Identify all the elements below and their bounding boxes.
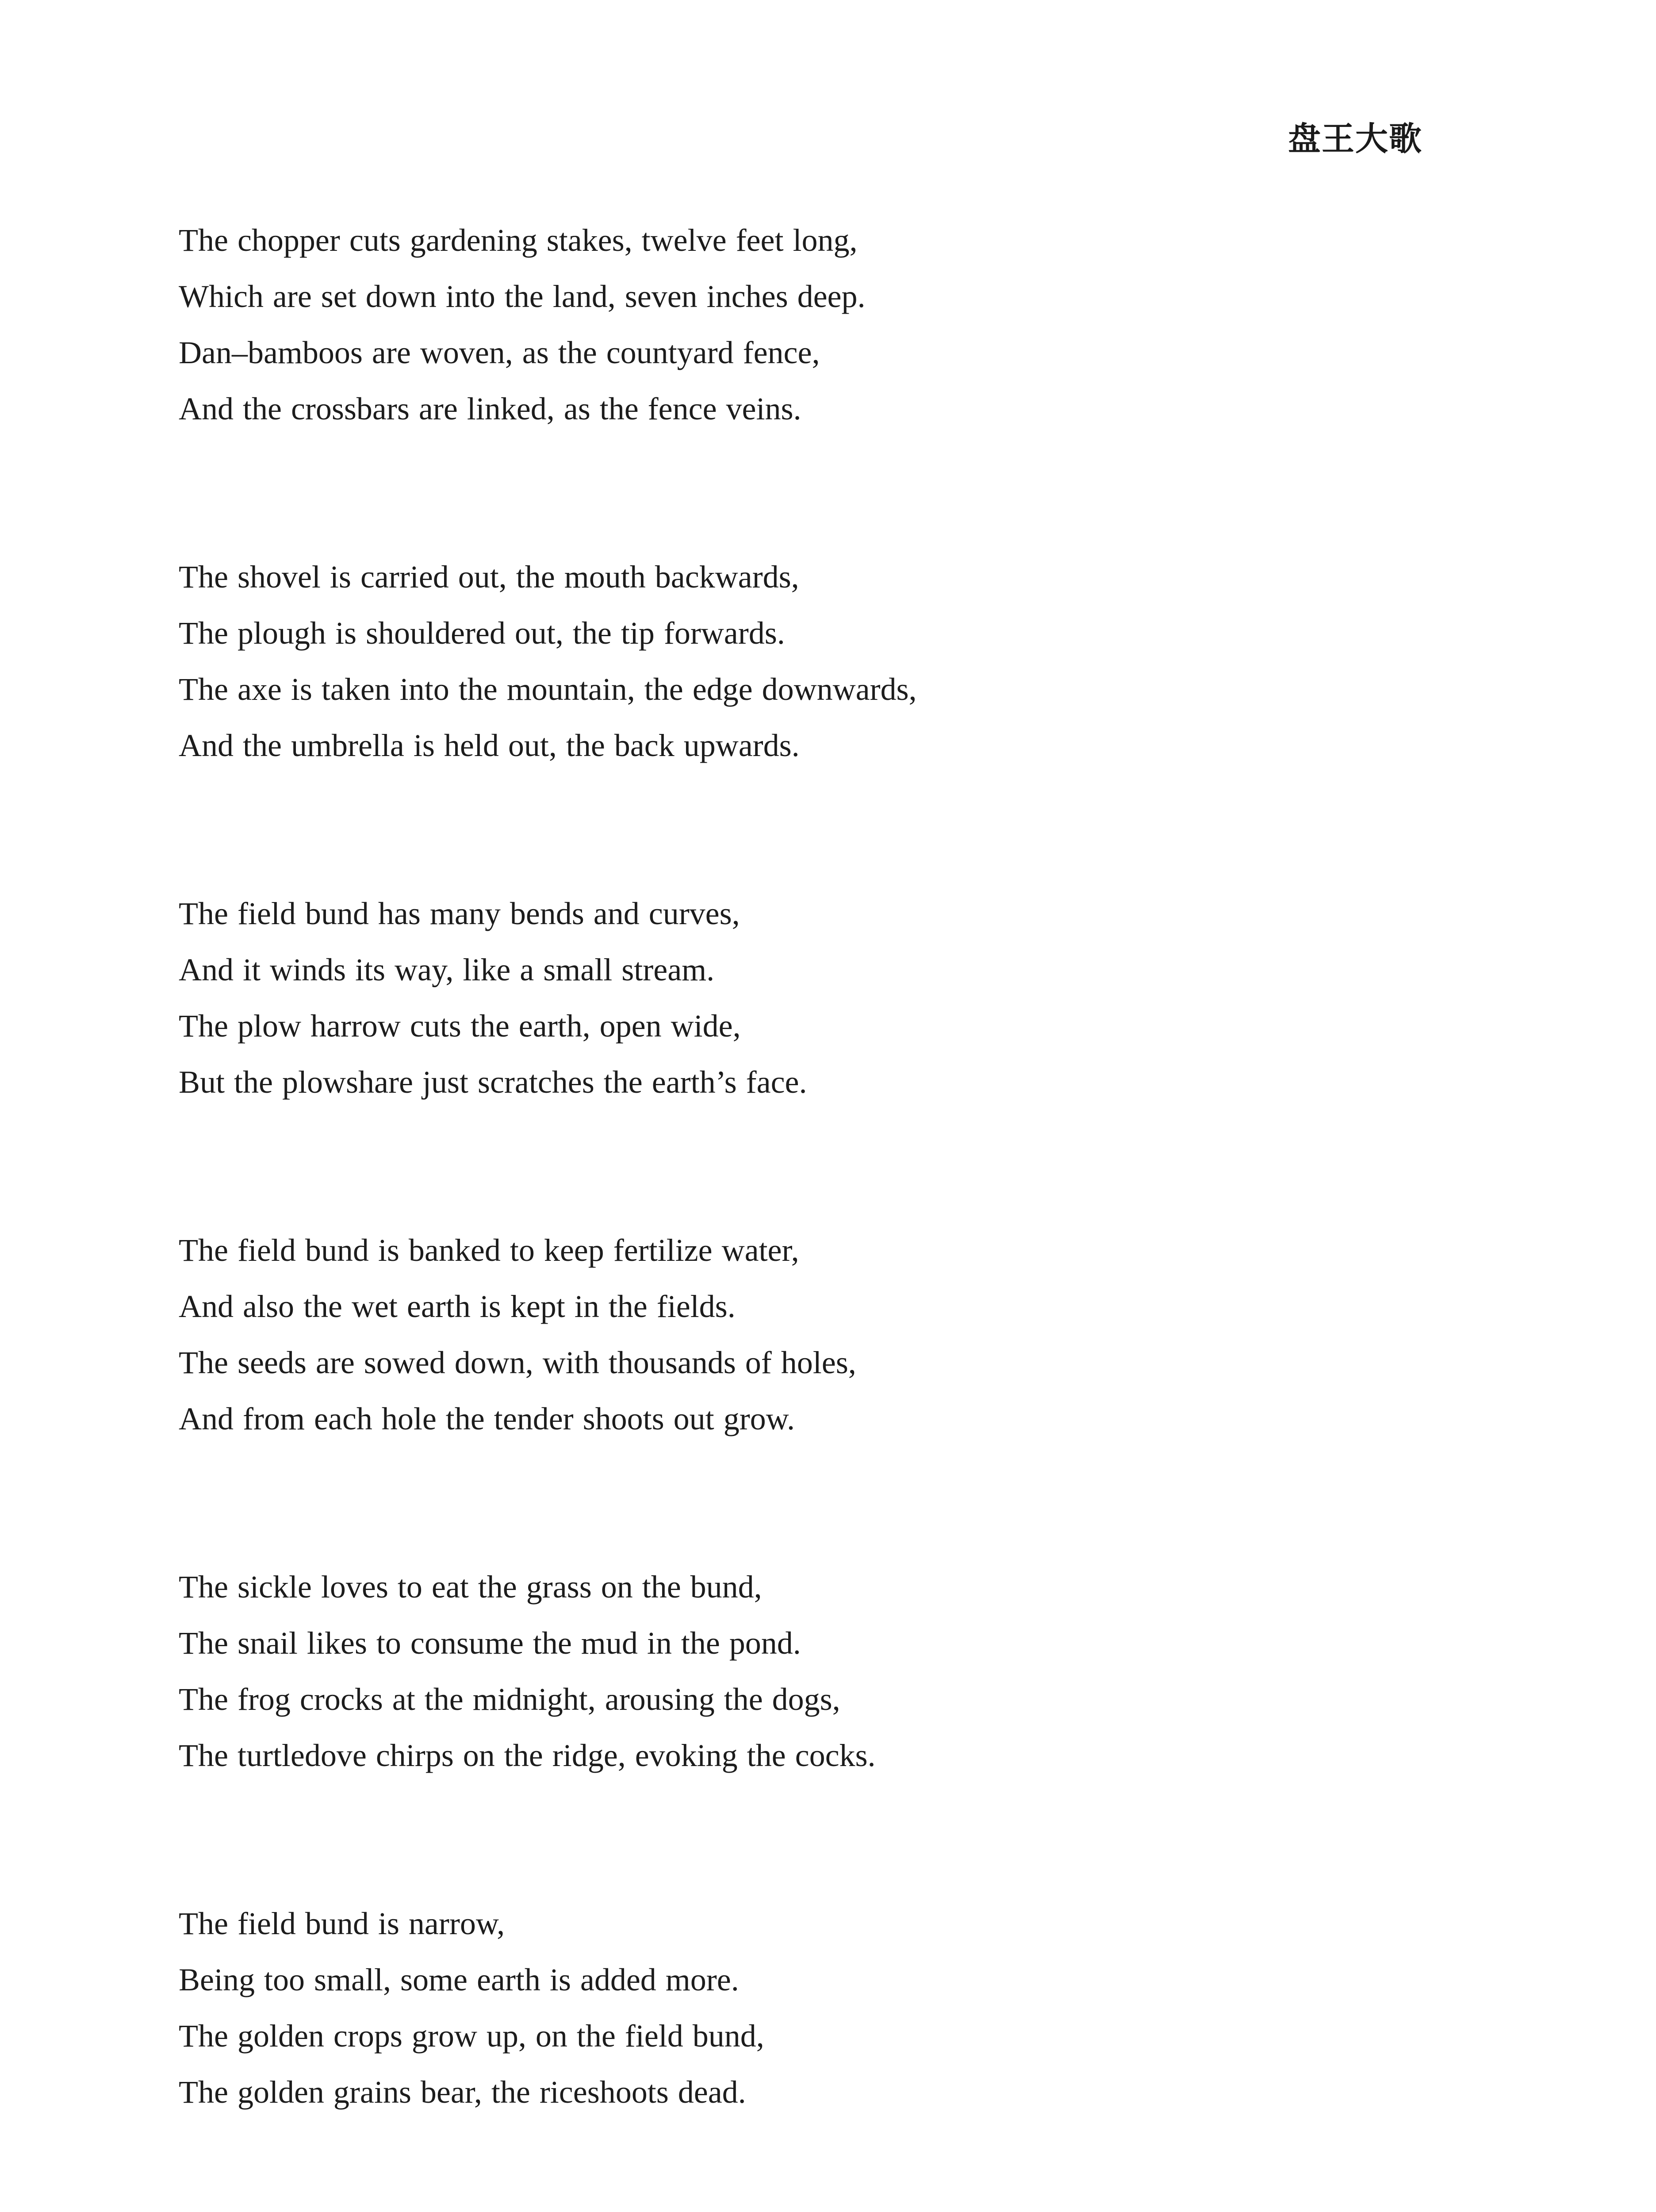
stanza: [179, 886, 1461, 1110]
poem-line: The field bund has many bends and curves,: [179, 896, 740, 931]
poem-line: And the crossbars are linked, as the fence veins.: [179, 391, 801, 426]
stanza: [179, 1559, 1461, 1784]
poem-line: The plow harrow cuts the earth, open wide,: [179, 1008, 741, 1044]
poem-line: The turtledove chirps on the ridge, evoking the cocks.: [179, 1738, 876, 1773]
poem-line: But the plowshare just scratches the earth’s face.: [179, 1064, 807, 1100]
stanza: [179, 212, 1461, 437]
poem-line: The sickle loves to eat the grass on the bund,: [179, 1569, 762, 1605]
stanza: [179, 1222, 1461, 1447]
poem-body: [179, 212, 1461, 2212]
poem-line: And it winds its way, like a small stream.: [179, 952, 715, 987]
stanza: [179, 1896, 1461, 2120]
poem-line: The field bund is narrow,: [179, 1906, 505, 1941]
poem-line: The seeds are sowed down, with thousands of holes,: [179, 1345, 856, 1380]
poem-line: The frog crocks at the midnight, arousing the dogs,: [179, 1682, 840, 1717]
poem-line: The golden grains bear, the riceshoots dead.: [179, 2074, 746, 2110]
poem-line: And also the wet earth is kept in the fields.: [179, 1289, 736, 1324]
poem-line: The field bund is banked to keep fertilize water,: [179, 1233, 799, 1268]
poem-line: Being too small, some earth is added more.: [179, 1962, 739, 1997]
poem-line: And from each hole the tender shoots out grow.: [179, 1401, 795, 1436]
poem-line: The golden crops grow up, on the field bund,: [179, 2018, 764, 2054]
stanza: [179, 549, 1461, 774]
running-header: 盘王大歌: [1288, 120, 1422, 158]
poem-line: The plough is shouldered out, the tip forwards.: [179, 615, 785, 651]
poem-line: The chopper cuts gardening stakes, twelve feet long,: [179, 223, 858, 258]
poem-line: The axe is taken into the mountain, the edge downwards,: [179, 672, 917, 707]
poem-line: Dan–bamboos are woven, as the countyard fence,: [179, 335, 820, 370]
poem-line: The snail likes to consume the mud in the pond.: [179, 1625, 801, 1661]
poem-line: And the umbrella is held out, the back upwards.: [179, 728, 800, 763]
poem-line: The shovel is carried out, the mouth backwards,: [179, 559, 799, 595]
poem-line: Which are set down into the land, seven inches deep.: [179, 279, 866, 314]
